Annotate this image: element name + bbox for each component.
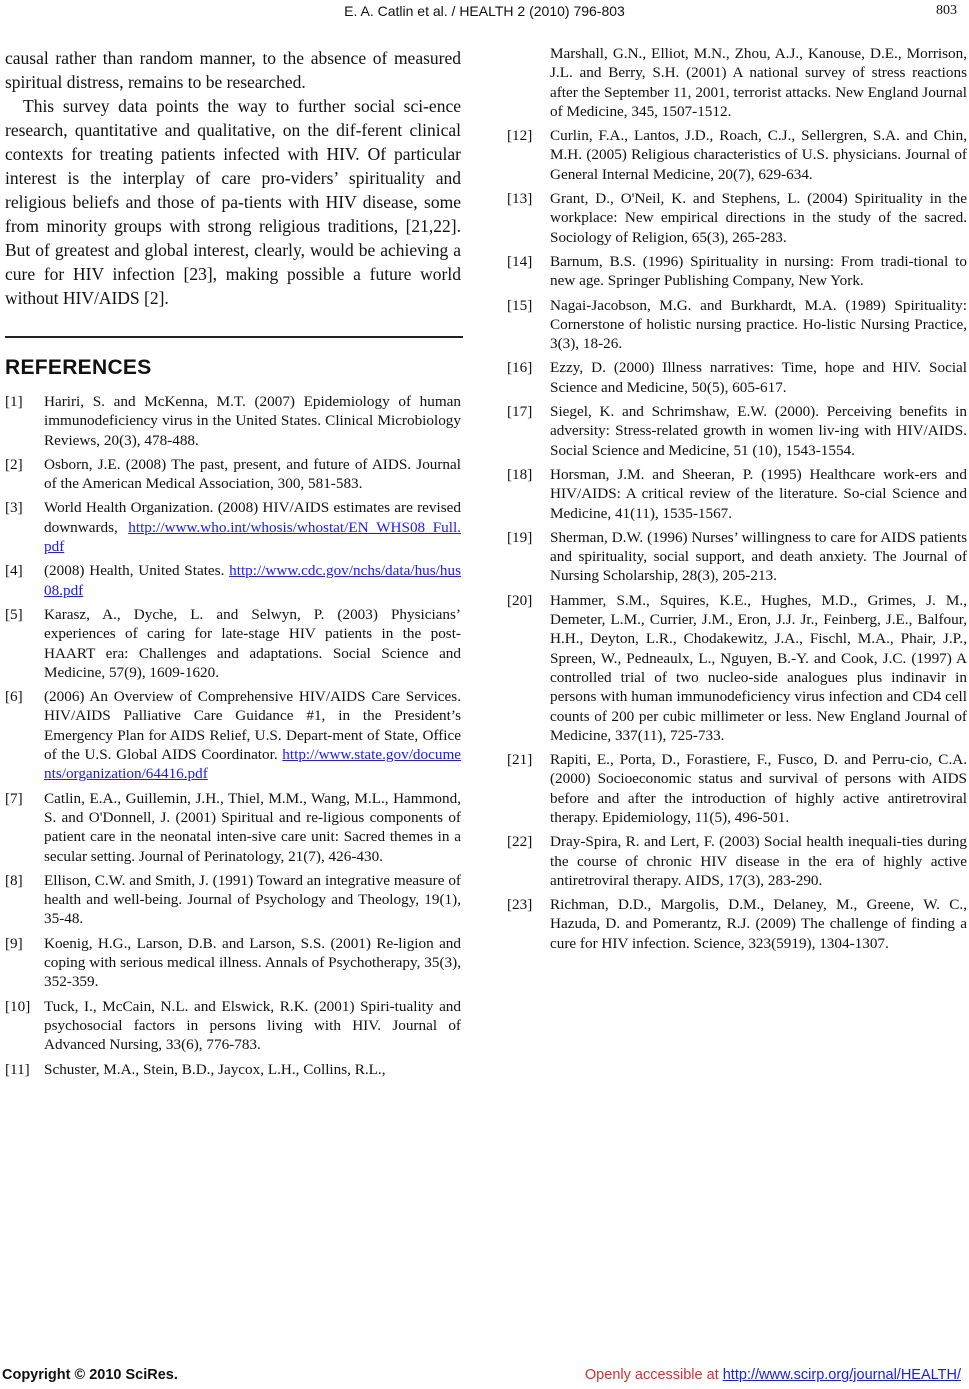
reference-item — [5, 455, 461, 494]
reference-item — [507, 126, 967, 184]
copyright-notice: Copyright © 2010 SciRes. — [2, 1367, 178, 1383]
page-number: 803 — [936, 3, 957, 18]
running-header — [0, 3, 969, 23]
reference-item — [507, 591, 967, 745]
reference-text: Sherman, D.W. (1996) Nurses’ willingness to care for AIDS patients and spirituality, social support, and death anxiety. The Journal of Nursing Scholarship, 28(3), 205-213. — [550, 528, 967, 585]
reference-number: [1] — [5, 393, 23, 410]
reference-text: World Health Organization. (2008) HIV/AIDS estimates are revised downwards, — [44, 499, 461, 536]
reference-item — [507, 358, 967, 397]
reference-text: Curlin, F.A., Lantos, J.D., Roach, C.J., Sellergren, S.A. and Chin, M.H. (2005) Religious characteristics of U.S. physicians. Journal of General Internal Medicine, 20(7), 629-634. — [550, 127, 967, 183]
reference-number: [7] — [5, 789, 23, 807]
reference-item — [5, 392, 461, 450]
open-access-label: Openly accessible at — [584, 1367, 719, 1383]
open-access-notice — [585, 1367, 961, 1383]
reference-text: Rapiti, E., Porta, D., Forastiere, F., Fusco, D. and Perru-cio, C.A. (2000) Socioeconomic status and survival of persons with AIDS before and after the introduction of highly active antiretroviral therapy. Epidemiology, 11(5), 496-501. — [550, 751, 967, 826]
body-paragraph-2: This survey data points the way to further social sci-ence research, quantitative and qualitative, on the dif-ferent clinical contexts for treating patients infected with HIV. Of particular interest is the interplay of care pro-viders’ spirituality and religious beliefs and those of pa-tients with HIV disease, some from minority groups with strong religious traditions, [21,22]. But of greatest and global interest, clearly, would be achieving a cure for HIV infection [23], making possible a future world without HIV/AIDS [2]. — [5, 96, 461, 308]
reference-text: Karasz, A., Dyche, L. and Selwyn, P. (2003) Physicians’ experiences of caring for late-stage HIV patients in the post-HAART era: Challenges and adaptations. Social Science and Medicine, 57(9), 1609-1620. — [44, 605, 461, 681]
reference-item — [5, 997, 461, 1055]
references-list-left — [5, 392, 461, 1079]
reference-link[interactable]: http://www.who.int/whosis/whostat/EN_WHS08_Full.pdf — [44, 518, 461, 556]
reference-item — [507, 750, 967, 827]
journal-link[interactable]: http://www.scirp.org/journal/HEALTH/ — [722, 1367, 961, 1383]
reference-text: (2008) Health, United States. — [44, 562, 225, 580]
reference-number: [16] — [507, 359, 533, 377]
reference-item — [507, 528, 967, 586]
reference-number: [5] — [5, 605, 23, 623]
reference-text: (2006) An Overview of Comprehensive HIV/AIDS Care Services. HIV/AIDS Palliative Care Guidance #1, in the President’s Emergency Plan for AIDS Relief, U.S. Depart-ment of State, Office of the U.S. Global AIDS Coordinator. — [44, 688, 461, 764]
left-column — [5, 46, 461, 1084]
reference-number: [20] — [507, 591, 533, 609]
running-head: E. A. Catlin et al. / HEALTH 2 (2010) 796-803 — [344, 3, 625, 19]
reference-text: Osborn, J.E. (2008) The past, present, and future of AIDS. Journal of the American Medical Association, 300, 581-583. — [44, 455, 461, 493]
reference-number: [12] — [507, 127, 533, 145]
reference-number: [18] — [507, 465, 533, 483]
reference-item — [507, 44, 967, 121]
reference-text: Siegel, K. and Schrimshaw, E.W. (2000). Perceiving benefits in adversity: Stress-related growth in women liv-ing with HIV/AIDS. Social Science and Medicine, 51 (10), 1543-1554. — [550, 403, 967, 459]
right-column — [507, 44, 967, 958]
reference-number: [2] — [5, 455, 23, 473]
reference-number: [9] — [5, 934, 23, 952]
reference-number: [13] — [507, 190, 533, 208]
reference-item — [507, 252, 967, 291]
reference-item — [5, 934, 461, 992]
section-divider — [5, 336, 463, 338]
reference-number: [10] — [5, 997, 31, 1015]
reference-item — [507, 895, 967, 953]
reference-number: [22] — [507, 833, 533, 851]
reference-number: [14] — [507, 252, 533, 270]
body-paragraph-1: causal rather than random manner, to the absence of measured spiritual distress, remains to be researched. — [5, 48, 461, 92]
reference-item — [507, 465, 967, 523]
reference-item — [5, 605, 461, 682]
reference-text: Marshall, G.N., Elliot, M.N., Zhou, A.J., Kanouse, D.E., Morrison, J.L. and Berry, S.H. (2001) A national survey of stress reactions after the September 11, 2001, terrorist attacks. New England Journal of Medicine, 345, 1507-1512. — [550, 45, 967, 120]
reference-text: Ellison, C.W. and Smith, J. (1991) Toward an integrative measure of health and well-being. Journal of Psychology and Theology, 19(1), 35-48. — [44, 871, 461, 928]
reference-item — [5, 687, 461, 783]
reference-item — [5, 871, 461, 929]
references-list-right — [507, 44, 967, 953]
reference-link[interactable]: http://www.state.gov/documents/organization/64416.pdf — [44, 746, 462, 783]
reference-text: Horsman, J.M. and Sheeran, P. (1995) Healthcare work-ers and HIV/AIDS: A critical review of the literature. So-cial Science and Medicine, 41(11), 1535-1567. — [550, 465, 967, 522]
reference-text: Hammer, S.M., Squires, K.E., Hughes, M.D., Grimes, J. M., Demeter, L.M., Currier, J.M., Eron, J.J. Jr., Feinberg, J.E., Balfour, H.H., Deyton, L.R., Chodakewitz, J.A., Fischl, M.A., Phair, J.P., Spreen, W., Pedneaulx, L., Nguyen, B.-Y. and Cook, J.C. (1997) A controlled trial of two nucleo-side analogues plus indinavir in persons with human immunodeficiency virus infection and CD4 cell counts of 200 per cubic millimeter or less. New England Journal of Medicine, 337(11), 725-733. — [550, 591, 967, 744]
reference-text: Schuster, M.A., Stein, B.D., Jaycox, L.H., Collins, R.L., — [44, 1060, 386, 1078]
references-heading: REFERENCES — [5, 356, 152, 379]
reference-item — [507, 296, 967, 354]
reference-item — [507, 189, 967, 247]
reference-number: [11] — [5, 1060, 30, 1078]
reference-text: Catlin, E.A., Guillemin, J.H., Thiel, M.M., Wang, M.L., Hammond, S. and O'Donnell, J. (2001) Spiritual and re-ligious components of patient care in the neonatal inten-sive care unit: Sacred themes in a secular setting. Journal of Perinatology, 21(7), 426-430. — [44, 789, 461, 865]
reference-number: [17] — [507, 403, 533, 421]
page-footer — [0, 1367, 969, 1387]
reference-item — [5, 498, 461, 556]
reference-item — [5, 1060, 461, 1079]
reference-number: [23] — [507, 896, 533, 914]
reference-text: Ezzy, D. (2000) Illness narratives: Time, hope and HIV. Social Science and Medicine, 50(5), 605-617. — [550, 359, 967, 396]
reference-text: Barnum, B.S. (1996) Spirituality in nursing: From tradi-tional to new age. Springer Publishing Company, New York. — [550, 252, 967, 290]
reference-text: Koenig, H.G., Larson, D.B. and Larson, S.S. (2001) Re-ligion and coping with serious medical illness. Annals of Psychotherapy, 35(3), 352-359. — [44, 934, 461, 991]
reference-item — [5, 561, 461, 600]
reference-number: [21] — [507, 751, 533, 769]
reference-item — [507, 832, 967, 890]
reference-text: Tuck, I., McCain, N.L. and Elswick, R.K. (2001) Spiri-tuality and psychosocial factors in persons living with HIV. Journal of Advanced Nursing, 33(6), 776-783. — [44, 997, 461, 1054]
reference-item — [507, 402, 967, 460]
reference-text: Hariri, S. and McKenna, M.T. (2007) Epidemiology of human immunodeficiency virus in the United States. Clinical Microbiology Reviews, 20(3), 478-488. — [44, 393, 461, 449]
reference-text: Grant, D., O'Neil, K. and Stephens, L. (2004) Spirituality in the workplace: New empirical directions in the study of the sacred. Sociology of Religion, 65(3), 265-283. — [550, 190, 967, 246]
reference-text: Nagai-Jacobson, M.G. and Burkhardt, M.A. (1989) Spirituality: Cornerstone of holistic nursing practice. Ho-listic Nursing Practice, 3(3), 18-26. — [550, 296, 967, 353]
reference-number: [8] — [5, 871, 23, 889]
reference-item — [5, 789, 461, 866]
reference-number: [4] — [5, 562, 23, 580]
reference-number: [15] — [507, 296, 533, 314]
reference-text: Richman, D.D., Margolis, D.M., Delaney, M., Greene, W. C., Hazuda, D. and Pomerantz, R.J. (2009) The challenge of finding a cure for HIV infection. Science, 323(5919), 1304-1307. — [550, 896, 967, 952]
reference-text: Dray-Spira, R. and Lert, F. (2003) Social health inequali-ties during the course of chronic HIV disease in the era of highly active antiretroviral therapy. AIDS, 17(3), 283-290. — [550, 833, 967, 889]
reference-number: [19] — [507, 528, 533, 546]
reference-link[interactable]: http://www.cdc.gov/nchs/data/hus/hus08.pdf — [44, 562, 461, 599]
reference-number: [6] — [5, 688, 23, 706]
reference-number: [3] — [5, 499, 23, 517]
